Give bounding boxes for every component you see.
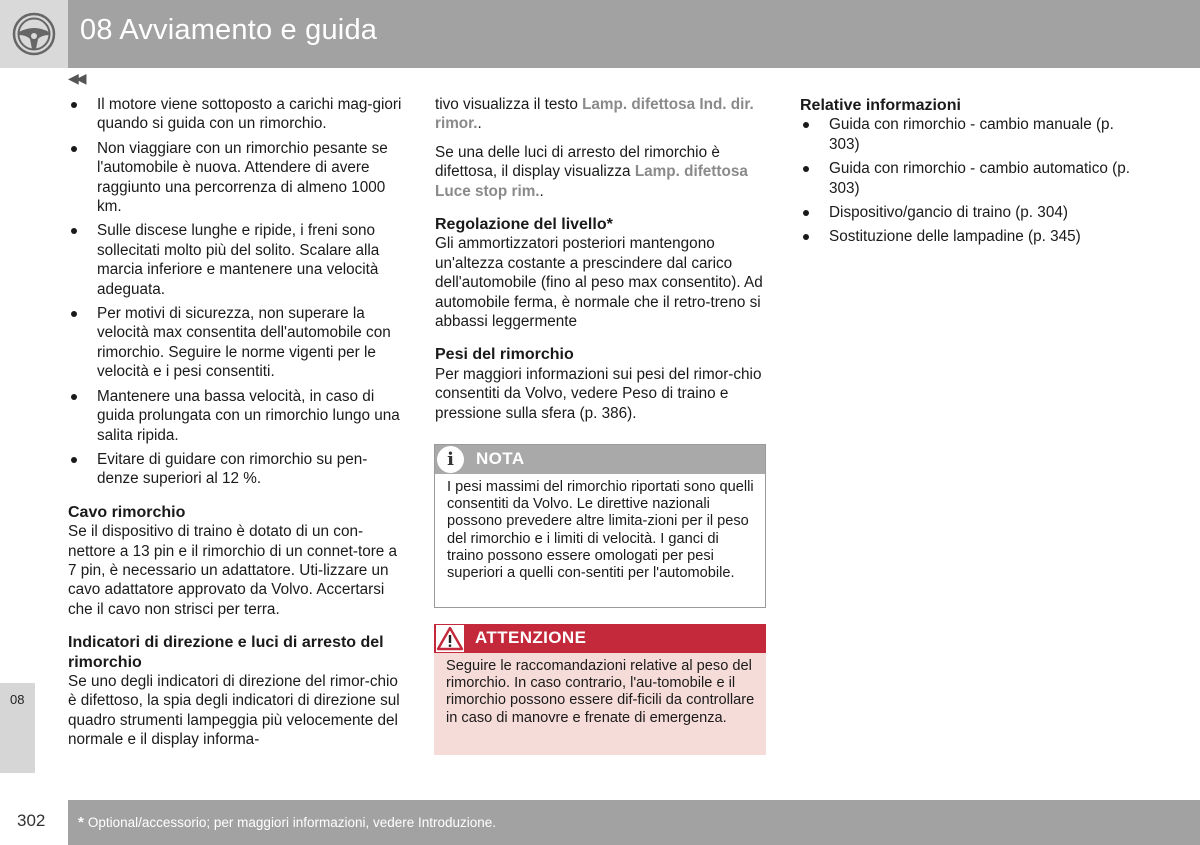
warning-box bbox=[434, 624, 766, 755]
section-heading-cavo: Cavo rimorchio bbox=[68, 503, 186, 521]
previous-page-arrows[interactable]: ◀◀ bbox=[68, 70, 84, 86]
note-header bbox=[435, 445, 765, 474]
footnote bbox=[78, 814, 496, 831]
column-3 bbox=[800, 96, 1145, 252]
chapter-tab-label: 08 bbox=[10, 692, 25, 707]
chapter-icon-box bbox=[0, 0, 68, 68]
precautions-list bbox=[68, 95, 403, 489]
note-label: NOTA bbox=[476, 449, 525, 468]
text-span: . bbox=[539, 182, 544, 200]
related-link[interactable]: Guida con rimorchio - cambio automatico (p. 303) bbox=[800, 159, 1145, 198]
chapter-title: 08 Avviamento e guida bbox=[80, 14, 378, 46]
list-item: Evitare di guidare con rimorchio su pen-denze superiori al 12 %. bbox=[68, 450, 403, 489]
page-header bbox=[0, 0, 1200, 68]
warning-triangle-icon bbox=[436, 625, 464, 652]
related-link[interactable]: Dispositivo/gancio di traino (p. 304) bbox=[800, 203, 1145, 222]
left-margin bbox=[0, 68, 35, 773]
warning-header bbox=[434, 624, 766, 653]
cavo-paragraph: Se il dispositivo di traino è dotato di un con-nettore a 13 pin e il rimorchio di un connet-tore a 7 pin, è necessario un adattatore. Uti-lizzare un cavo adattatore approvato da Volvo. Accertarsi che il cavo non strisci per terra. bbox=[68, 523, 398, 618]
list-item: Mantenere una bassa velocità, in caso di guida prolungata con un rimorchio lungo una salita ripida. bbox=[68, 387, 403, 445]
info-icon bbox=[437, 446, 464, 473]
chapter-tab bbox=[0, 683, 35, 773]
warning-label: ATTENZIONE bbox=[475, 628, 587, 647]
text-span: . bbox=[477, 115, 482, 133]
section-heading-livello: Regolazione del livello* bbox=[435, 216, 613, 234]
column-2 bbox=[435, 95, 766, 423]
list-item: Per motivi di sicurezza, non superare la velocità max consentita dell'automobile con rimorchio. Seguire le norme vigenti per le velocità e i pesi consentiti. bbox=[68, 304, 403, 382]
list-item: Sulle discese lunghe e ripide, i freni sono sollecitati molto più del solito. Scalare alla marcia inferiore e mantenere una velocità adeguata. bbox=[68, 221, 403, 299]
display-message: Lamp. difettosa Ind. dir. rimor. bbox=[435, 96, 754, 133]
warning-text: Seguire le raccomandazioni relative al peso del rimorchio. In caso contrario, l'au-tomobile e il rimorchio possono essere dif-ficili da controllare in caso di manovre e frenate di emergenza. bbox=[446, 658, 755, 726]
indicatori-paragraph: Se uno degli indicatori di direzione del rimor-chio è difettoso, la spia degli indicatori di direzione sul quadro strumenti lampeggia più velocemente del normale e il display informa- bbox=[68, 672, 400, 749]
related-info-heading: Relative informazioni bbox=[800, 97, 961, 114]
text-span: Se una delle luci di arresto del rimorchio è difettosa, il display visualizza bbox=[435, 143, 720, 181]
note-text: I pesi massimi del rimorchio riportati sono quelli consentiti da Volvo. Le direttive nazionali possono prevedere altre limita-zioni per il peso del rimorchio e i limiti di velocità. I ganci di traino possono essere omologati per pesi superiori a quelli con-sentiti per l'automobile. bbox=[447, 479, 754, 582]
livello-paragraph: Gli ammortizzatori posteriori mantengono un'altezza costante a prescindere dal carico dell'automobile (fino al peso max consentito). Ad automobile ferma, è normale che il retro-treno si abbassi leggermente bbox=[435, 235, 763, 331]
footnote-star: * bbox=[78, 814, 84, 831]
section-heading-pesi: Pesi del rimorchio bbox=[435, 346, 574, 364]
related-link[interactable]: Guida con rimorchio - cambio manuale (p. 303) bbox=[800, 115, 1145, 154]
related-links-list bbox=[800, 115, 1145, 246]
page-number: 302 bbox=[17, 811, 46, 830]
section-heading-indicatori: Indicatori di direzione e luci di arresto del rimorchio bbox=[68, 634, 384, 671]
display-message: Lamp. difettosa Luce stop rim. bbox=[435, 163, 748, 200]
list-item: Il motore viene sottoposto a carichi mag-giori quando si guida con un rimorchio. bbox=[68, 95, 403, 134]
indicator-message-paragraph bbox=[435, 95, 766, 134]
footnote-text: Optional/accessorio; per maggiori informazioni, vedere Introduzione. bbox=[87, 815, 497, 830]
list-item: Non viaggiare con un rimorchio pesante se l'automobile è nuova. Attendere di avere raggiunto una percorrenza di almeno 1000 km. bbox=[68, 139, 403, 217]
pesi-paragraph: Per maggiori informazioni sui pesi del rimor-chio consentiti da Volvo, vedere Peso di traino e pressione sulla sfera (p. 386). bbox=[435, 365, 762, 422]
footnote-bar bbox=[68, 800, 1200, 845]
text-span: tivo visualizza il testo bbox=[435, 96, 583, 113]
note-box bbox=[434, 444, 766, 608]
related-link[interactable]: Sostituzione delle lampadine (p. 345) bbox=[800, 227, 1145, 246]
column-1 bbox=[68, 95, 403, 750]
stop-light-paragraph bbox=[435, 143, 766, 201]
page-footer bbox=[0, 800, 1200, 845]
steering-wheel-icon bbox=[12, 12, 56, 56]
